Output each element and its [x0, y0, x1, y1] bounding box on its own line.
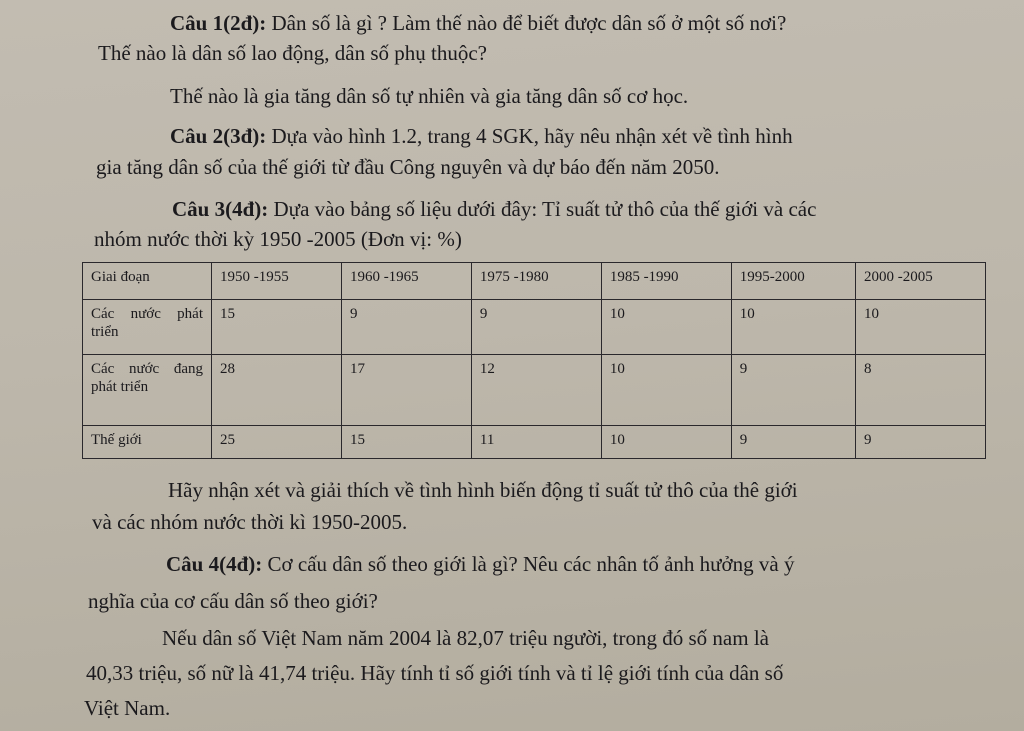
table-cell: 8 — [856, 355, 986, 426]
q4-line-2: nghĩa của cơ cấu dân số theo giới? — [88, 589, 378, 613]
q1-label: Câu 1(2đ): — [170, 11, 267, 35]
table-cell: 10 — [856, 300, 986, 355]
table-cell: 17 — [341, 355, 471, 426]
table-cell: 10 — [601, 300, 731, 355]
header-cell: 1960 -1965 — [341, 263, 471, 300]
table-cell: 9 — [856, 426, 986, 459]
table-cell: 28 — [212, 355, 342, 426]
q3-text-1: Dựa vào bảng số liệu dưới đây: Tỉ suất tử thô của thế giới và các — [268, 197, 817, 221]
q4-line-4: 40,33 triệu, số nữ là 41,74 triệu. Hãy tính tỉ số giới tính và tỉ lệ giới tính của dân số — [86, 661, 784, 685]
table-row — [83, 426, 986, 459]
table-cell: 11 — [471, 426, 601, 459]
q4-line-5: Việt Nam. — [84, 696, 171, 720]
header-cell: 1985 -1990 — [601, 263, 731, 300]
row-label — [83, 355, 212, 426]
header-cell: 1995-2000 — [731, 263, 855, 300]
death-rate-table — [82, 262, 986, 459]
row-label — [83, 426, 212, 459]
table-cell: 9 — [341, 300, 471, 355]
q2-label: Câu 2(3đ): — [170, 124, 267, 148]
table-cell: 15 — [341, 426, 471, 459]
q2-line-1 — [170, 124, 793, 148]
table-cell: 10 — [731, 300, 855, 355]
table-cell: 15 — [212, 300, 342, 355]
q1-text-1: Dân số là gì ? Làm thế nào để biết được dân số ở một số nơi? — [266, 11, 787, 35]
table-row — [83, 355, 986, 426]
header-cell: 1950 -1955 — [212, 263, 342, 300]
row-label-text: Các nước đang phát triển — [91, 361, 203, 395]
table-cell: 9 — [471, 300, 601, 355]
q3-line-1 — [172, 197, 816, 221]
table-row — [83, 300, 986, 355]
table-cell: 9 — [731, 355, 855, 426]
q4-text-1: Cơ cấu dân số theo giới là gì? Nêu các nhân tố ảnh hưởng và ý — [262, 552, 795, 576]
header-cell: 1975 -1980 — [471, 263, 601, 300]
table-cell: 10 — [601, 355, 731, 426]
q3-line-4: và các nhóm nước thời kì 1950-2005. — [92, 510, 408, 534]
q4-line-1 — [166, 552, 794, 576]
table-cell: 10 — [601, 426, 731, 459]
q2-line-2: gia tăng dân số của thế giới từ đầu Công nguyên và dự báo đến năm 2050. — [96, 155, 720, 179]
q1-line-2: Thế nào là dân số lao động, dân số phụ thuộc? — [98, 41, 487, 65]
q3-label: Câu 3(4đ): — [172, 197, 269, 221]
table-cell: 9 — [731, 426, 855, 459]
header-cell: 2000 -2005 — [856, 263, 986, 300]
table-cell: 12 — [471, 355, 601, 426]
row-label-text: Thế giới — [91, 432, 142, 448]
q3-line-3: Hãy nhận xét và giải thích về tình hình biến động tỉ suất tử thô của thê giới — [168, 478, 798, 502]
q4-label: Câu 4(4đ): — [166, 552, 263, 576]
row-label-text: Các nước phát triển — [91, 306, 203, 340]
q4-line-3: Nếu dân số Việt Nam năm 2004 là 82,07 triệu người, trong đó số nam là — [162, 626, 769, 650]
q2-text-1: Dựa vào hình 1.2, trang 4 SGK, hãy nêu nhận xét về tình hình — [266, 124, 793, 148]
row-label — [83, 300, 212, 355]
table-cell: 25 — [212, 426, 342, 459]
q1-line-3: Thế nào là gia tăng dân số tự nhiên và gia tăng dân số cơ học. — [170, 84, 689, 108]
q3-line-2: nhóm nước thời kỳ 1950 -2005 (Đơn vị: %) — [94, 227, 462, 251]
header-cell: Giai đoạn — [83, 263, 212, 300]
table-header-row — [83, 263, 986, 300]
q1-line-1 — [170, 11, 786, 35]
